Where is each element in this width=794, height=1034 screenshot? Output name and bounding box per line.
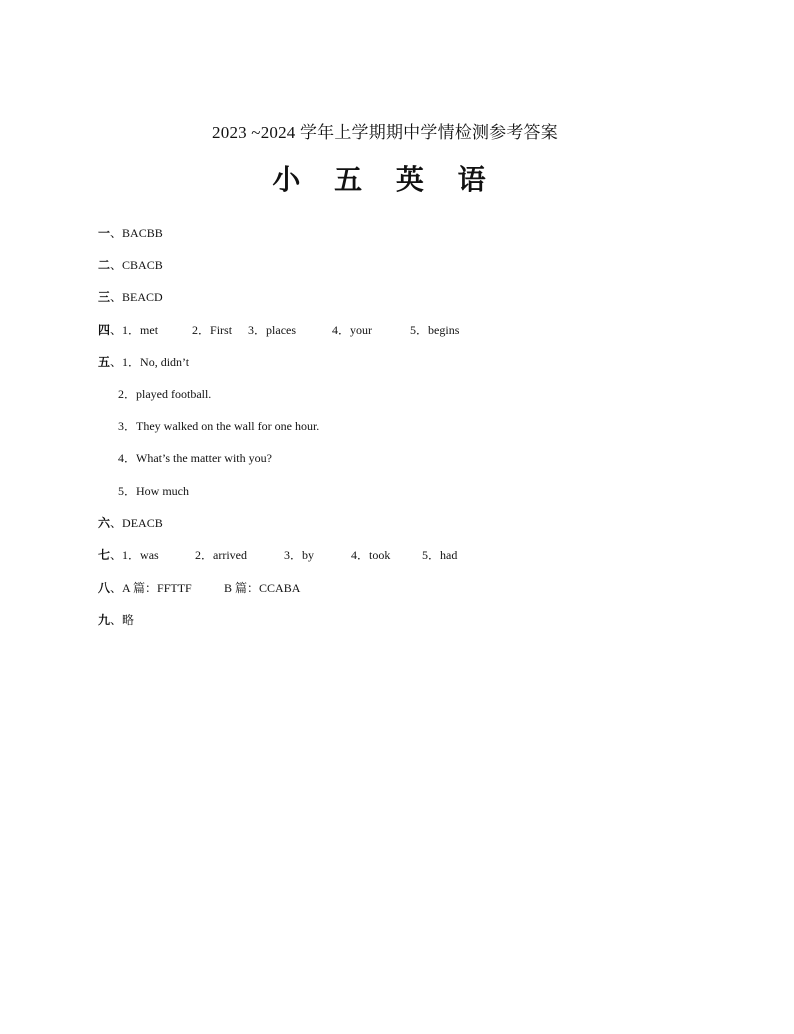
section-label: 九: [98, 613, 111, 627]
part-b-answer: B 篇：CCABA: [224, 581, 301, 595]
section-label: 一: [98, 226, 111, 240]
section-8: [98, 578, 300, 598]
separator: 、: [110, 516, 123, 530]
section-answer: 略: [122, 613, 135, 627]
section-answer: CBACB: [122, 258, 163, 272]
section-7: [98, 545, 457, 565]
section-3: [98, 287, 163, 307]
section-answer: BEACD: [122, 290, 163, 304]
separator: 、: [110, 355, 123, 369]
separator: 、: [110, 548, 123, 562]
answer-item: 5．had: [422, 548, 458, 562]
section-answer: DEACB: [122, 516, 163, 530]
answer-item: 1．was: [122, 548, 159, 562]
section-label: 四: [98, 323, 111, 337]
answer-item: 2．arrived: [195, 548, 248, 562]
answer-item: 3．by: [284, 548, 315, 562]
separator: 、: [110, 290, 123, 304]
part-a-answer: A 篇：FFTTF: [122, 581, 192, 595]
separator: 、: [110, 581, 123, 595]
section-label: 五: [98, 355, 111, 369]
answer-item: 2．First: [192, 323, 233, 337]
separator: 、: [110, 323, 123, 337]
separator: 、: [110, 226, 123, 240]
section-1: [98, 223, 163, 243]
separator: 、: [110, 613, 123, 627]
section-label: 八: [98, 581, 111, 595]
answer-item: 4．took: [351, 548, 391, 562]
section-4: [98, 320, 459, 340]
answer-item: 1．No, didn’t: [122, 355, 190, 369]
section-2: [98, 255, 163, 275]
answer-item: 4．What’s the matter with you?: [118, 451, 272, 465]
section-6: [98, 513, 163, 533]
answer-item: 1．met: [122, 323, 159, 337]
section-label: 七: [98, 548, 111, 562]
answer-item: 2．played football.: [118, 387, 212, 401]
answer-item: 4．your: [332, 323, 373, 337]
answer-item: 3．They walked on the wall for one hour.: [118, 419, 320, 433]
answer-item: 5．begins: [410, 323, 460, 337]
section-label: 六: [98, 516, 111, 530]
section-label: 三: [98, 290, 111, 304]
document-header: 2023 ~2024 学年上学期期中学情检测参考答案: [212, 123, 558, 142]
section-5: [98, 352, 189, 372]
section-9: [98, 610, 134, 630]
answer-item: 5．How much: [118, 484, 189, 498]
section-label: 二: [98, 258, 111, 272]
section-answer: BACBB: [122, 226, 163, 240]
document-title: 小 五 英 语: [272, 163, 498, 196]
separator: 、: [110, 258, 123, 272]
answer-item: 3．places: [248, 323, 297, 337]
